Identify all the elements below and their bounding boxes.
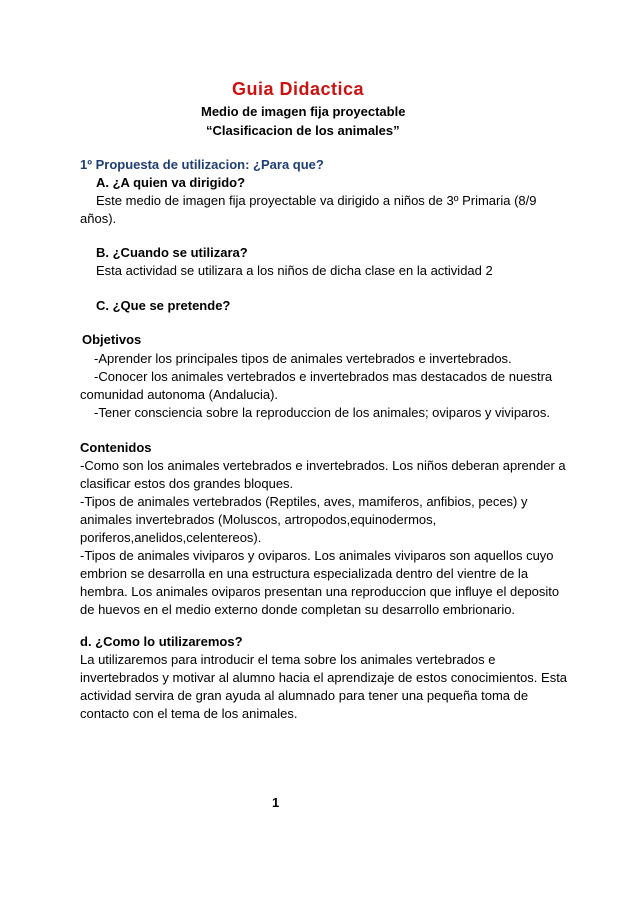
answer-a-line: Este medio de imagen fija proyectable va dirigido a niños de 3º Primaria (8/9: [96, 193, 537, 208]
content-line: embrion se desarrolla en una estructura especializada dentro del vientre de la: [80, 566, 529, 581]
question-b: B. ¿Cuando se utilizara?: [96, 245, 248, 260]
content-line: clasificar estos dos grandes bloques.: [80, 476, 294, 491]
document-subtitle: Medio de imagen fija proyectable: [201, 104, 406, 119]
section-d-line: invertebrados y motivar al alumno hacia el aprendizaje de estos conocimientos. Esta: [80, 670, 568, 685]
section-heading: 1º Propuesta de utilizacion: ¿Para que?: [80, 157, 324, 172]
content-line: hembra. Los animales oviparos presentan una reproduccion que influye el deposito: [80, 584, 560, 599]
content-line: -Tipos de animales viviparos y oviparos. Los animales viviparos son aquellos cuyo: [80, 548, 554, 563]
content-line: -Tipos de animales vertebrados (Reptiles, aves, mamiferos, anfibios, peces) y: [80, 494, 528, 509]
section-d-line: actividad servira de gran ayuda al alumnado para tener una pequeña toma de: [80, 688, 529, 703]
answer-a-line: años).: [80, 211, 117, 226]
section-d-heading: d. ¿Como lo utilizaremos?: [80, 634, 243, 649]
document-title: Guia Didactica: [232, 79, 365, 99]
content-line: -Como son los animales vertebrados e invertebrados. Los niños deberan aprender a: [80, 458, 566, 473]
page-number: 1: [272, 795, 280, 810]
objective-line: -Aprender los principales tipos de animales vertebrados e invertebrados.: [94, 351, 512, 366]
contenidos-heading: Contenidos: [80, 440, 152, 455]
content-line: poriferos,anelidos,celentereos).: [80, 530, 262, 545]
question-c: C. ¿Que se pretende?: [96, 298, 231, 313]
objective-line: comunidad autonoma (Andalucia).: [80, 387, 279, 402]
question-a: A. ¿A quien va dirigido?: [96, 175, 246, 190]
section-d-line: La utilizaremos para introducir el tema sobre los animales vertebrados e: [80, 652, 496, 667]
content-line: animales invertebrados (Moluscos, artropodos,equinodermos,: [80, 512, 437, 527]
section-d-line: contacto con el tema de los animales.: [80, 706, 298, 721]
objective-line: -Tener consciencia sobre la reproduccion de los animales; oviparos y viviparos.: [94, 405, 550, 420]
objetivos-heading: Objetivos: [82, 332, 142, 347]
answer-b: Esta actividad se utilizara a los niños de dicha clase en la actividad 2: [96, 263, 493, 278]
content-line: de huevos en el medio externo donde completan su desarrollo embrionario.: [80, 602, 516, 617]
document-subtitle-quote: “Clasificacion de los animales”: [206, 123, 400, 138]
objective-line: -Conocer los animales vertebrados e invertebrados mas destacados de nuestra: [94, 369, 553, 384]
